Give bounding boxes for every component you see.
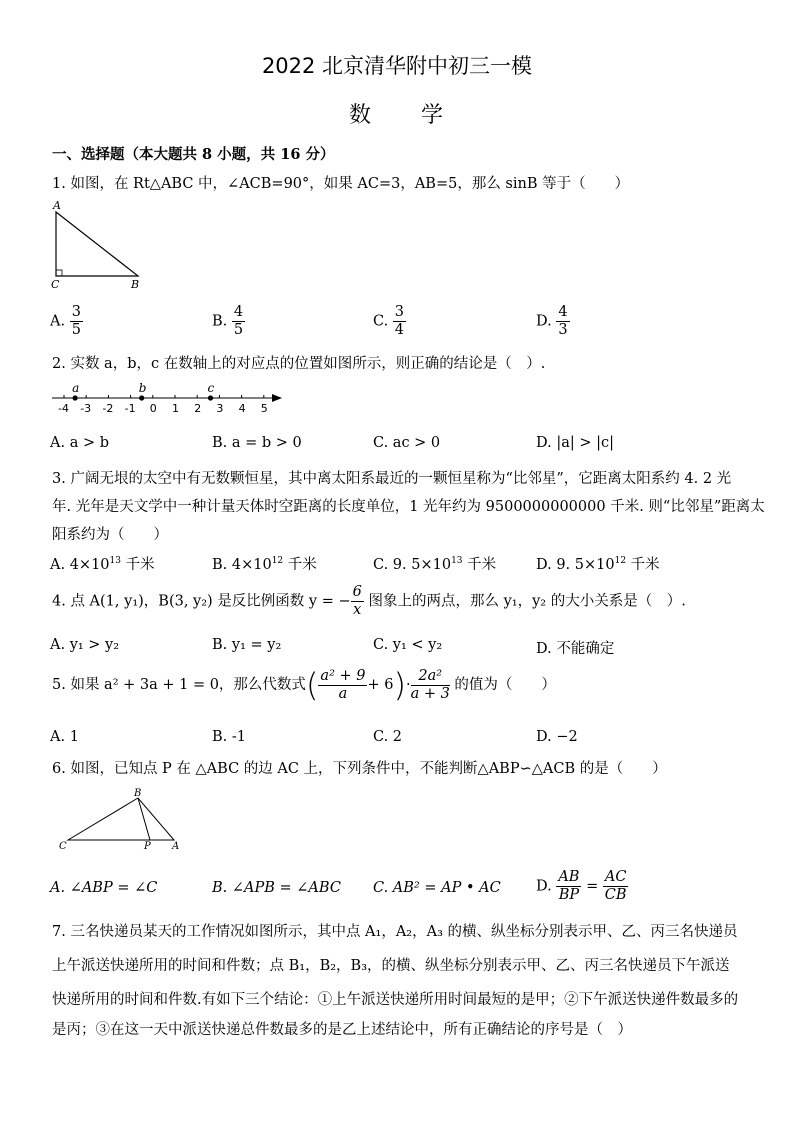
q1-option-c[interactable]: C. $\frac{3}{4}$ [373,304,405,338]
q3-option-a[interactable]: A. $4\times 10^{13}$ 千米 [50,556,155,573]
question-2-stem: 2. 实数 a，b，c 在数轴上的对应点的位置如图所示，则正确的结论是（ ）. [52,356,546,372]
question-3-line2: 年. 光年是天文学中一种计量天体时空距离的长度单位，1 光年约为 9500000000000 千米. 则“比邻星”距离太 [52,499,765,515]
number-line-tick-label: -3 [80,402,92,415]
question-3-line1: 3. 广阔无垠的太空中有无数颗恒星，其中离太阳系最近的一颗恒星称为“比邻星”，它距离太阳系约 4. 2 光 [52,471,732,487]
q4-option-d[interactable]: D. 不能确定 [536,641,615,657]
point-p-label: P [144,841,151,852]
page-title: 2022 北京清华附中初三一模 [261,54,533,78]
vertex-a-label: A [172,841,180,852]
q3-option-b[interactable]: B. $4\times 10^{12}$ 千米 [212,556,317,573]
number-line-point-label-a: a [72,381,80,395]
q6-option-b[interactable]: B. ∠APB = ∠ABC [212,880,341,896]
vertex-c-label: C [59,841,67,852]
number-line-tick-label: 1 [172,402,179,415]
vertex-c-label: C [51,278,60,291]
q2-option-a[interactable]: A. a > b [50,435,109,451]
number-line-point-a [73,395,78,400]
number-line-tick-label: -2 [102,402,114,415]
number-line-point-label-b: b [138,381,147,395]
number-line-tick-label: 4 [238,402,246,415]
vertex-b-label: B [131,278,140,291]
q5-option-a[interactable]: A. 1 [50,729,79,745]
q5-option-b[interactable]: B. -1 [212,729,246,745]
q6-option-a[interactable]: A. ∠ABP = ∠C [50,880,158,896]
q6-option-c[interactable]: C. AB² = AP • AC [373,880,501,896]
q4-option-a[interactable]: A. y₁ > y₂ [50,637,120,653]
q2-option-c[interactable]: C. ac > 0 [373,435,441,451]
right-triangle-figure [48,198,148,292]
number-line-tick-label: 3 [216,402,224,415]
question-6-stem: 6. 如图，已知点 P 在 △ABC 的边 AC 上，下列条件中，不能判断△ABP∽△ACB 的是（ ） [52,761,667,777]
vertex-a-label: A [53,199,61,212]
q5-option-d[interactable]: D. −2 [536,729,578,745]
number-line-tick-label: 5 [260,402,268,415]
q1-option-a[interactable]: A. $\frac{3}{5}$ [50,304,81,338]
triangle-abc [68,798,174,840]
q3-option-c[interactable]: C. 9. $5\times 10^{13}$ 千米 [373,556,497,573]
question-7-line3: 快递所用的时间和件数.有如下三个结论：①上午派送快递所用时间最短的是甲；②下午派送快递件数最多的 [52,992,739,1008]
question-1-stem: 1. 如图，在 Rt△ABC 中，∠ACB=90°，如果 AC=3，AB=5，那么 sinB 等于（ ） [52,176,630,192]
number-line-tick-label: 0 [149,402,157,415]
q4-option-b[interactable]: B. y₁ = y₂ [212,637,282,653]
q3-option-d[interactable]: D. 9. $5\times 10^{12}$ 千米 [536,556,660,573]
section-heading: 一、选择题（本大题共 8 小题，共 16 分） [52,146,335,163]
number-line-tick-label: 2 [194,402,202,415]
question-4-stem: 4. 点 A(1, y₁)，B(3, y₂) 是反比例函数 y = − $\frac{6}{x}$ 图象上的两点，那么 y₁，y₂ 的大小关系是（ ）. [52,584,686,618]
q2-option-d[interactable]: D. |a| > |c| [536,435,615,451]
subject-title: 数 学 [348,103,445,128]
number-line-point-label-c: c [207,381,215,395]
question-5-stem: 5. 如果 a² + 3a + 1 = 0，那么代数式( $\frac{\text{a² + 9}}{a}$ + 6)· $\frac{\text{2a²}}{a + 3}$ 的值为（ ） [52,666,556,704]
vertex-b-label: B [134,788,142,799]
question-7-line1: 7. 三名快递员某天的工作情况如图所示，其中点 A₁，A₂，A₃ 的横、纵坐标分别表示甲、乙、丙三名快递员 [52,924,738,940]
triangle-abp-figure [56,786,186,852]
q4-option-c[interactable]: C. y₁ < y₂ [373,637,443,653]
number-line-point-c [208,395,213,400]
right-angle-mark [56,270,62,276]
q5-option-c[interactable]: C. 2 [373,729,403,745]
number-line-tick-label: -1 [124,402,136,415]
q1-option-d[interactable]: D. $\frac{4}{3}$ [536,304,568,338]
number-line-tick-label: -4 [58,402,69,415]
number-line-arrow [272,394,282,402]
question-7-line2: 上午派送快递所用的时间和件数；点 B₁，B₂，B₃，的横、纵坐标分别表示甲、乙、丙三名快递员下午派送 [52,958,730,974]
triangle-abc [56,212,138,276]
number-line-point-b [139,395,144,400]
question-3-line3: 阳系约为（ ） [52,527,168,543]
q1-option-b[interactable]: B. $\frac{4}{5}$ [212,304,244,338]
q2-option-b[interactable]: B. a = b > 0 [212,435,302,451]
number-line-figure [50,380,290,420]
question-7-line4: 是丙；③在这一天中派送快递总件数最多的是乙上述结论中，所有正确结论的序号是（ ） [52,1022,632,1038]
q6-option-d[interactable]: D. $\frac{AB}{BP}$ = $\frac{AC}{CB}$ [536,869,627,903]
